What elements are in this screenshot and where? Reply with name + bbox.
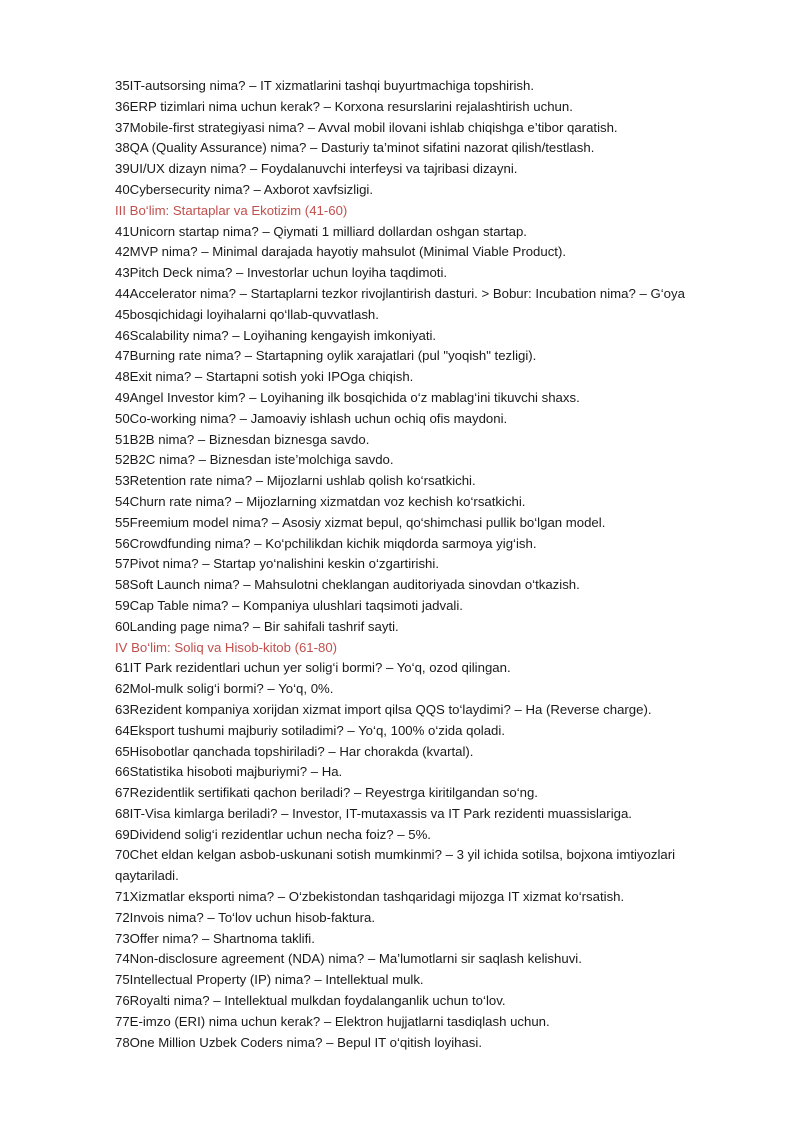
- qa-list-it-services: [115, 76, 740, 201]
- qa-item: 71Xizmatlar eksporti nima? – O‘zbekistondan tashqaridagi mijozga IT xizmat ko‘rsatish.: [115, 889, 625, 905]
- qa-item: 78One Million Uzbek Coders nima? – Bepul IT o‘qitish loyihasi.: [115, 1034, 482, 1050]
- qa-item: 46Scalability nima? – Loyihaning kengayish imkoniyati.: [115, 327, 437, 343]
- qa-item: 42MVP nima? – Minimal darajada hayotiy mahsulot (Minimal Viable Product).: [115, 244, 567, 260]
- qa-item: 59Cap Table nima? – Kompaniya ulushlari taqsimoti jadvali.: [115, 597, 463, 613]
- qa-item: 52B2C nima? – Biznesdan iste’molchiga savdo.: [115, 452, 394, 468]
- qa-item: 63Rezident kompaniya xorijdan xizmat import qilsa QQS to‘laydimi? – Ha (Reverse charge).: [115, 701, 652, 717]
- qa-item: 62Mol-mulk solig‘i bormi? – Yo‘q, 0%.: [115, 681, 334, 697]
- qa-item: 50Co-working nima? – Jamoaviy ishlash uchun ochiq ofis maydoni.: [115, 410, 508, 426]
- qa-item: 37Mobile-first strategiyasi nima? – Avval mobil ilovani ishlab chiqishga e’tibor qaratish.: [115, 119, 618, 135]
- qa-item: 70Chet eldan kelgan asbob-uskunani sotish mumkinmi? – 3 yil ichida sotilsa, bojxona imtiyozlari qaytariladi.: [115, 847, 676, 884]
- qa-item: 45bosqichidagi loyihalarni qo‘llab-quvvatlash.: [115, 306, 379, 322]
- qa-item: 54Churn rate nima? – Mijozlarning xizmatdan voz kechish ko‘rsatkichi.: [115, 493, 526, 509]
- qa-item: 41Unicorn startap nima? – Qiymati 1 milliard dollardan oshgan startap.: [115, 223, 527, 239]
- qa-item: 44Accelerator nima? – Startaplarni tezkor rivojlantirish dasturi. > Bobur: Incubation nima? – G‘oya: [115, 285, 685, 301]
- section-heading-taxes: IV Bo‘lim: Soliq va Hisob-kitob (61-80): [115, 639, 338, 655]
- qa-item: 74Non-disclosure agreement (NDA) nima? – Ma’lumotlarni sir saqlash kelishuvi.: [115, 951, 582, 967]
- qa-item: 47Burning rate nima? – Startapning oylik xarajatlari (pul "yoqish" tezligi).: [115, 348, 537, 364]
- qa-item: 57Pivot nima? – Startap yo‘nalishini keskin o‘zgartirishi.: [115, 556, 439, 572]
- qa-item: 35IT-autsorsing nima? – IT xizmatlarini tashqi buyurtmachiga topshirish.: [115, 78, 535, 93]
- qa-list-taxes: [115, 658, 740, 1053]
- qa-item: 67Rezidentlik sertifikati qachon beriladi? – Reyestrga kiritilgandan so‘ng.: [115, 785, 538, 801]
- qa-item: 58Soft Launch nima? – Mahsulotni cheklangan auditoriyada sinovdan o‘tkazish.: [115, 577, 580, 593]
- qa-item: 49Angel Investor kim? – Loyihaning ilk bosqichida o‘z mablag‘ini tikuvchi shaxs.: [115, 389, 580, 405]
- qa-item: 39UI/UX dizayn nima? – Foydalanuvchi interfeysi va tajribasi dizayni.: [115, 161, 518, 177]
- qa-item: 60Landing page nima? – Bir sahifali tashrif sayti.: [115, 618, 399, 634]
- qa-item: 43Pitch Deck nima? – Investorlar uchun loyiha taqdimoti.: [115, 265, 448, 281]
- qa-item: 69Dividend solig‘i rezidentlar uchun necha foiz? – 5%.: [115, 826, 431, 842]
- qa-item: 38QA (Quality Assurance) nima? – Dasturiy ta’minot sifatini nazorat qilish/testlash.: [115, 140, 595, 156]
- qa-item: 72Invois nima? – To‘lov uchun hisob-faktura.: [115, 909, 375, 925]
- qa-item: 53Retention rate nima? – Mijozlarni ushlab qolish ko‘rsatkichi.: [115, 473, 476, 489]
- qa-item: 36ERP tizimlari nima uchun kerak? – Korxona resurslarini rejalashtirish uchun.: [115, 98, 573, 114]
- qa-item: 76Royalti nima? – Intellektual mulkdan foydalanganlik uchun to‘lov.: [115, 993, 506, 1009]
- qa-item: 56Crowdfunding nima? – Ko‘pchilikdan kichik miqdorda sarmoya yig‘ish.: [115, 535, 537, 551]
- qa-item: 65Hisobotlar qanchada topshiriladi? – Har chorakda (kvartal).: [115, 743, 474, 759]
- qa-item: 68IT-Visa kimlarga beriladi? – Investor, IT-mutaxassis va IT Park rezidenti muassislariga.: [115, 805, 632, 821]
- qa-item: 48Exit nima? – Startapni sotish yoki IPOga chiqish.: [115, 369, 414, 385]
- qa-item: 77E-imzo (ERI) nima uchun kerak? – Elektron hujjatlarni tasdiqlash uchun.: [115, 1013, 550, 1029]
- qa-item: 75Intellectual Property (IP) nima? – Intellektual mulk.: [115, 972, 424, 988]
- section-heading-startups: III Bo‘lim: Startaplar va Ekotizim (41-60): [115, 202, 348, 218]
- qa-item: 61IT Park rezidentlari uchun yer solig‘i bormi? – Yo‘q, ozod qilingan.: [115, 660, 511, 676]
- qa-item: 73Offer nima? – Shartnoma taklifi.: [115, 930, 315, 946]
- qa-item: 51B2B nima? – Biznesdan biznesga savdo.: [115, 431, 370, 447]
- qa-item: 55Freemium model nima? – Asosiy xizmat bepul, qo‘shimchasi pullik bo‘lgan model.: [115, 514, 606, 530]
- qa-item: 64Eksport tushumi majburiy sotiladimi? – Yo‘q, 100% o‘zida qoladi.: [115, 722, 505, 738]
- qa-list-startups: [115, 222, 740, 638]
- qa-item: 40Cybersecurity nima? – Axborot xavfsizligi.: [115, 181, 373, 197]
- qa-item: 66Statistika hisoboti majburiymi? – Ha.: [115, 764, 343, 780]
